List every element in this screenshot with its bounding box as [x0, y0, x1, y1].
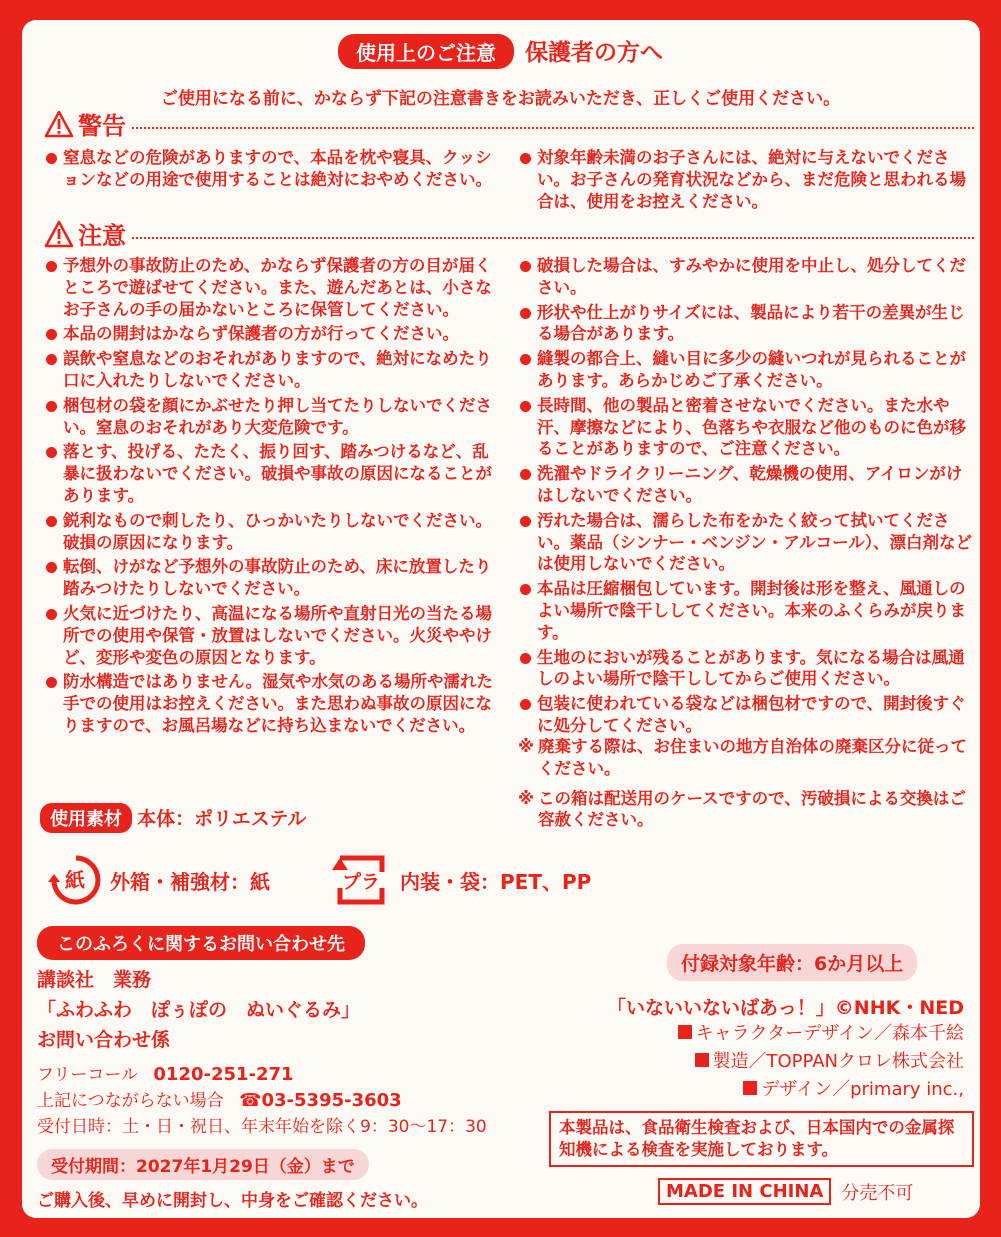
caution-item: 洗濯やドライクリーニング、乾燥機の使用、アイロンがけはしないでください。 — [518, 463, 973, 507]
caution-item: 生地のにおいが残ることがあります。気になる場合は風通しのよい場所で陰干ししてからご使用ください。 — [518, 647, 973, 691]
caution-item: 予想外の事故防止のため、かならず保護者の方の目が届くところで遊ばせてください。また、遊んだあとは、小さなお子さんの手の届かないところに保管してください。 — [44, 255, 499, 320]
caution-item: 縫製の都合上、縫い目に多少の縫いつれが見られることがあります。あらかじめご了承ください。 — [518, 348, 973, 392]
square-bullet-icon — [678, 1025, 692, 1039]
warning-divider — [132, 127, 974, 129]
square-bullet-icon — [695, 1053, 709, 1067]
caution-item: 火気に近づけたり、高温になる場所や直射日光の当たる場所での使用や保管・放置はしないでください。火災ややけど、変形や変色の原因となります。 — [44, 603, 499, 668]
not-for-separate-sale: 分売不可 — [841, 1182, 914, 1204]
caution-divider — [132, 237, 974, 239]
warning-triangle-icon — [44, 110, 74, 138]
credit-manufacturer: 製造／TOPPANクロレ株式会社 — [712, 1051, 964, 1072]
caution-item: 落とす、投げる、たたく、振り回す、踏みつけるなど、乱暴に扱わないでください。破損や事故の原因になることがあります。 — [44, 441, 499, 506]
caution-list-right — [518, 255, 973, 740]
warning-label: 警告 — [78, 112, 126, 140]
caution-triangle-icon — [44, 220, 74, 248]
warning-item: 対象年齢未満のお子さんには、絶対に与えないでください。お子さんの発育状況などから、まだ危険と思われる場合は、使用をお控えください。 — [518, 147, 973, 212]
caution-item: 汚れた場合は、濡らした布をかたく絞って拭いてください。薬品（シンナー・ベンジン・アルコール）、漂白剤などは使用しないでください。 — [518, 510, 973, 575]
materials-badge: 使用素材 — [40, 803, 132, 833]
warning-list-right — [518, 147, 973, 215]
credit-row-graphic — [743, 1075, 964, 1101]
note-item: ※ 廃棄する際は、お住まいの地方自治体の廃棄区分に従ってください。 — [518, 736, 973, 780]
caution-item: 包装に使われている袋などは梱包材ですので、開封後すぐに処分してください。 — [518, 693, 973, 737]
paper-recycle-row — [44, 852, 270, 908]
page-subtitle: 保護者の方へ — [525, 40, 664, 66]
materials-body: 本体：ポリエステル — [137, 808, 307, 830]
contact-period: 受付期間：2027年1月29日（金）まで — [37, 1149, 369, 1180]
plastic-recycle-row — [326, 850, 591, 910]
inspection-notice: 本製品は、食品衛生検査および、日本国内での金属探知機による検査を実施しております。 — [549, 1111, 974, 1167]
contact-hours: 受付日時：土・日・祝日、年末年始を除く9：30〜17：30 — [37, 1117, 487, 1137]
caution-item: 破損した場合は、すみやかに使用を中止し、処分してください。 — [518, 255, 973, 299]
contact-company: 講談社 業務 — [37, 969, 152, 991]
freecall-row — [37, 1060, 294, 1085]
caution-label: 注意 — [78, 222, 126, 250]
intro-text: ご使用になる前に、かならず下記の注意書きをお読みいただき、正しくご使用ください。 — [160, 89, 841, 109]
caution-item: 防水構造ではありません。湿気や水気のある場所や濡れた手での使用はお控えください。また思わぬ事故の原因になりますので、お風呂場などに持ち込まないでください。 — [44, 671, 499, 736]
caution-item: 長時間、他の製品と密着させないでください。また水や汗、摩擦などにより、色落ちや衣服など他のものに色が移ることがありますので、ご注意ください。 — [518, 395, 973, 460]
note-item: ※ この箱は配送用のケースですので、汚破損による交換はご容赦ください。 — [518, 788, 973, 832]
warning-list-left — [44, 147, 499, 194]
caution-item: 形状や仕上がりサイズには、製品により若干の差異が生じる場合があります。 — [518, 302, 973, 346]
caution-item: 転倒、けがなど予想外の事故防止のため、床に放置したり踏みつけたりしないでください。 — [44, 556, 499, 600]
materials-row — [40, 803, 306, 833]
warning-item: 窒息などの危険がありますので、本品を枕や寝具、クッションなどの用途で使用することは絶対におやめください。 — [44, 147, 499, 191]
copyright-line: 「いないいないばあっ！」©NHK・NED — [607, 997, 964, 1019]
open-soon-advice: ご購入後、早めに開封し、中身をご確認ください。 — [37, 1191, 428, 1211]
paper-mark-text: 紙 — [65, 868, 85, 892]
warning-heading — [44, 106, 974, 141]
page-header — [0, 34, 1001, 69]
square-bullet-icon — [743, 1081, 757, 1095]
disposal-notes — [518, 736, 973, 839]
credit-character-design: キャラクターデザイン／森本千絵 — [695, 1023, 964, 1044]
contact-product-name: 「ふわふわ ぽぅぽの ぬいぐるみ」 — [37, 999, 361, 1021]
caution-item: 誤飲や窒息などのおそれがありますので、絶対になめたり口に入れたりしないでください。 — [44, 348, 499, 392]
contact-desk: お問い合わせ係 — [37, 1029, 171, 1051]
made-in-china-label: MADE IN CHINA — [658, 1178, 831, 1205]
target-age-badge: 付録対象年齢：6か月以上 — [667, 944, 917, 981]
alt-phone-number: ☎03-5395-3603 — [239, 1090, 402, 1111]
paper-materials-text: 外箱・補強材：紙 — [110, 869, 270, 894]
plastic-mark-text: プラ — [342, 871, 381, 893]
contact-badge: このふろくに関するお問い合わせ先 — [37, 926, 365, 960]
usage-notice-badge: 使用上のご注意 — [338, 34, 514, 69]
credit-row-design — [678, 1019, 964, 1045]
caution-item: 梱包材の袋を顔にかぶせたり押し当てたりしないでください。窒息のおそれがあり大変危険です。 — [44, 395, 499, 439]
plastic-materials-text: 内装・袋：PET、PP — [400, 869, 592, 894]
freecall-label: フリーコール — [37, 1065, 138, 1085]
origin-row — [658, 1178, 913, 1205]
alt-phone-label: 上記につながらない場合 — [37, 1091, 224, 1111]
caution-item: 本品の開封はかならず保護者の方が行ってください。 — [44, 323, 499, 345]
caution-list-left — [44, 255, 499, 740]
caution-item: 鋭利なもので刺したり、ひっかいたりしないでください。破損の原因になります。 — [44, 510, 499, 554]
credit-designer: デザイン／primary inc., — [761, 1079, 964, 1100]
caution-item: 本品は圧縮梱包しています。開封後は形を整え、風通しのよい場所で陰干ししてください。本来のふくらみが戻ります。 — [518, 578, 973, 643]
caution-heading — [44, 216, 974, 251]
alt-phone-row — [37, 1086, 402, 1111]
credit-row-maker — [695, 1047, 965, 1073]
freecall-number: 0120-251-271 — [153, 1064, 294, 1085]
